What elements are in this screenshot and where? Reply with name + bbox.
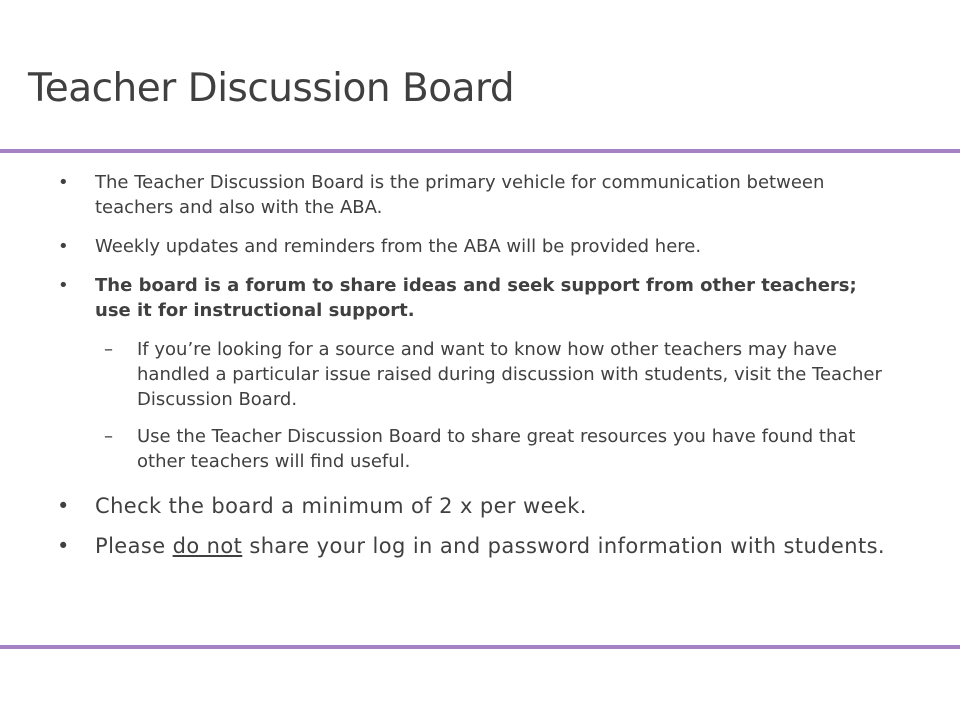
list-item-text-before: Please [95, 534, 173, 558]
sub-list-item [0, 424, 960, 474]
bullet-list [0, 170, 960, 572]
bullet-icon: • [57, 534, 70, 558]
bottom-divider [0, 645, 960, 649]
dash-icon: – [104, 426, 113, 447]
dash-icon: – [104, 339, 113, 360]
list-item [0, 170, 960, 220]
list-item-text: Weekly updates and reminders from the ABA will be provided here. [95, 236, 702, 257]
list-item-text: The Teacher Discussion Board is the primary vehicle for communication between teachers and also with the ABA. [95, 172, 825, 218]
page-title: Teacher Discussion Board [28, 66, 515, 111]
list-item [0, 234, 960, 259]
list-item-emphasized [0, 273, 960, 323]
sub-list-item-text: Use the Teacher Discussion Board to share great resources you have found that other teachers will find useful. [137, 426, 856, 472]
list-item [0, 492, 960, 520]
list-item-text-after: share your log in and password information with students. [242, 534, 886, 558]
list-item [0, 532, 960, 560]
bullet-icon: • [57, 494, 70, 518]
sub-list-item [0, 337, 960, 412]
top-divider [0, 149, 960, 153]
list-item-text: Check the board a minimum of 2 x per week. [95, 494, 587, 518]
bullet-icon: • [58, 236, 69, 257]
bullet-icon: • [58, 275, 69, 296]
bullet-icon: • [58, 172, 69, 193]
list-item-text: The board is a forum to share ideas and seek support from other teachers; use it for instructional support. [95, 275, 857, 321]
list-item-text [95, 534, 885, 558]
sub-list-item-text: If you’re looking for a source and want to know how other teachers may have handled a particular issue raised during discussion with students, visit the Teacher Discussion Board. [137, 339, 882, 410]
emphasis-do-not: do not [172, 534, 243, 558]
